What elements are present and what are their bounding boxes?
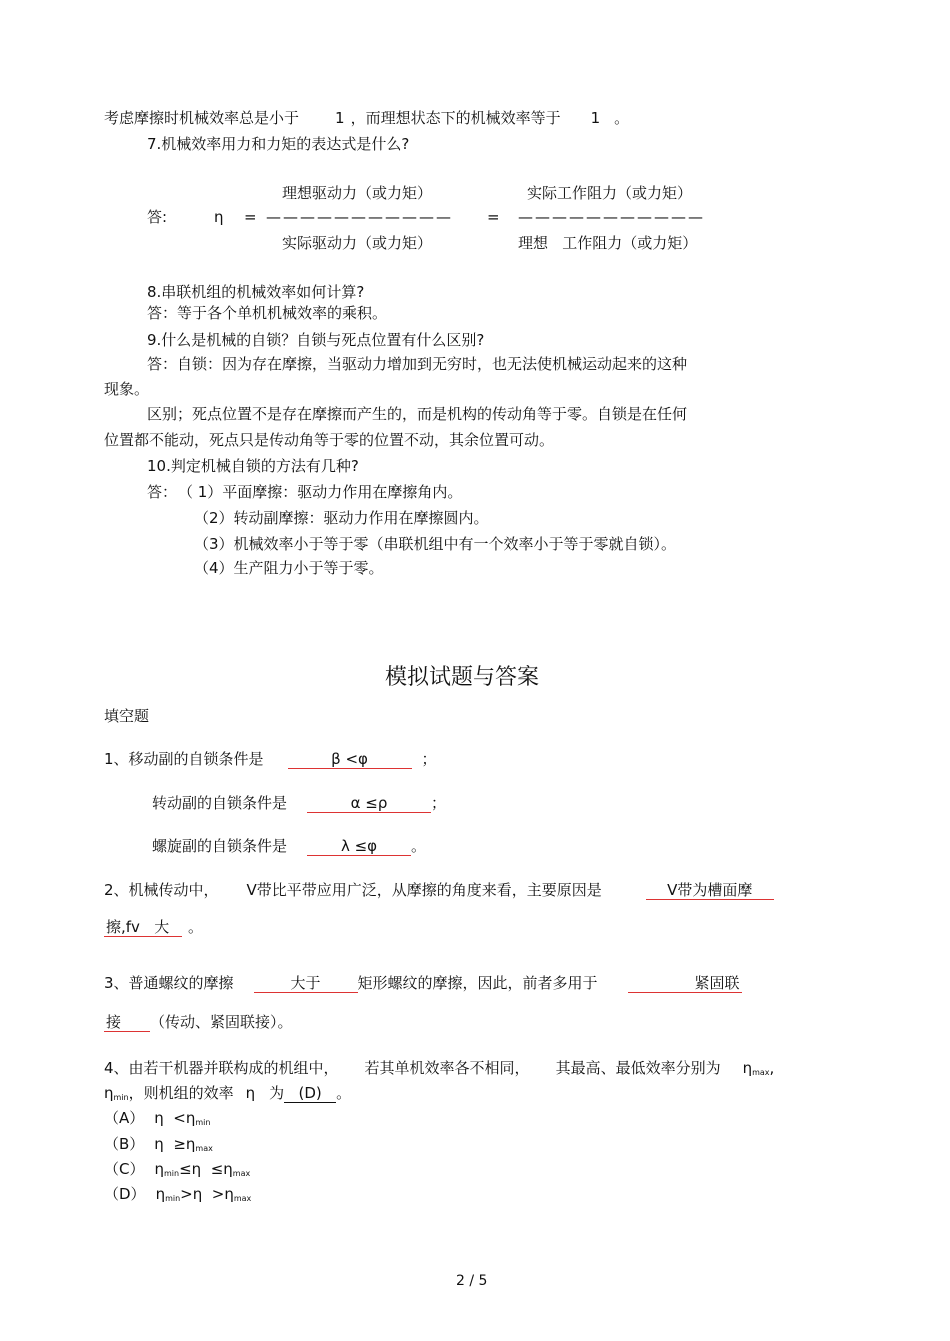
fill-4-wei: 为: [269, 1084, 285, 1102]
fill-3-line-2: [104, 1012, 293, 1032]
fill-4-sub-max: max: [752, 1068, 770, 1077]
fill-4-text-d: ，则机组的效率: [128, 1084, 234, 1102]
fill-3-answer-3: 接: [104, 1013, 150, 1032]
section-subtitle: 填空题: [104, 707, 150, 725]
option-c-text: η: [154, 1160, 164, 1178]
option-c-sub-2: max: [232, 1169, 251, 1178]
question-9: 9.什么是机械的自锁？自锁与死点位置有什么区别?: [147, 331, 485, 349]
fill-1-end-2: ；: [431, 794, 447, 812]
option-d: [104, 1184, 251, 1207]
option-c-text-2: ≤η ≤η: [179, 1160, 233, 1178]
option-d-text: η: [155, 1185, 166, 1203]
fill-4-eta: η: [742, 1059, 753, 1077]
option-c: [104, 1159, 250, 1182]
option-d-text-2: >η >η: [180, 1185, 234, 1203]
option-a: [104, 1108, 210, 1131]
fill-1-prompt-3: 螺旋副的自锁条件是: [152, 837, 288, 855]
fill-4-end: 。: [336, 1084, 352, 1102]
method-item-2: （2）转动副摩擦：驱动力作用在摩擦圆内。: [194, 509, 489, 527]
fill-2-prompt-2: V带比平带应用广泛，从摩擦的角度来看，主要原因是: [246, 881, 602, 899]
fill-4-text-b: 若其单机效率各不相同，: [364, 1059, 530, 1077]
fill-1-answer: β <φ: [288, 750, 412, 769]
formula-denominator-2: 理想 工作阻力（或力矩）: [518, 234, 698, 252]
statement-end: 。: [614, 109, 630, 127]
option-a-text: η <η: [154, 1109, 196, 1127]
option-b: [104, 1134, 213, 1157]
answer-label-7: 答:: [147, 208, 168, 226]
fill-1-prompt: 1、移动副的自锁条件是: [104, 750, 264, 768]
option-a-label: （A）: [104, 1109, 145, 1127]
fill-2-answer-2: 擦,fv 大: [104, 918, 182, 937]
fill-4-answer: (D): [284, 1084, 336, 1103]
option-d-sub: min: [165, 1194, 181, 1203]
fill-4-eta-2: η: [104, 1084, 114, 1102]
fill-2-prompt: 2、机械传动中，: [104, 881, 219, 899]
difference-line-2: 位置都不能动，死点只是传动角等于零的位置不动，其余位置可动。: [104, 431, 555, 449]
fill-1-line-2: [152, 793, 446, 813]
page-number: 2 / 5: [456, 1273, 488, 1289]
fill-3-prompt: 3、普通螺纹的摩擦: [104, 974, 234, 992]
fill-2-answer: V带为槽面摩: [646, 881, 774, 900]
option-b-text: η ≥η: [154, 1135, 196, 1153]
statement-text: 考虑摩擦时机械效率总是小于: [104, 109, 300, 127]
equals-sign-1: =: [244, 208, 257, 226]
value-one-2: 1: [590, 109, 601, 127]
fill-3-end: （传动、紧固联接）。: [150, 1013, 293, 1031]
fill-2-line-2: [104, 917, 203, 937]
efficiency-statement: [104, 108, 629, 128]
fill-3-answer-1: 大于: [254, 974, 358, 993]
fill-1-line-1: [104, 749, 437, 769]
answer-8: 答：等于各个单机机械效率的乘积。: [147, 304, 388, 322]
fraction-bar-2: ———————————: [518, 208, 705, 226]
option-b-sub: max: [195, 1144, 213, 1153]
eta-symbol: η: [214, 208, 224, 226]
equals-sign-2: =: [487, 208, 500, 226]
question-10: 10.判定机械自锁的方法有几种?: [147, 457, 359, 475]
fill-1-end-3: 。: [411, 837, 427, 855]
fill-1-line-3: [152, 836, 426, 856]
option-a-sub: min: [195, 1118, 211, 1127]
answer-label-10: 答：: [147, 483, 178, 501]
question-8: 8.串联机组的机械效率如何计算?: [147, 283, 365, 301]
fill-3-prompt-2: 矩形螺纹的摩擦，因此，前者多用于: [357, 974, 598, 992]
fill-1-answer-3: λ ≤φ: [307, 837, 411, 856]
fill-4-line-1: [104, 1058, 774, 1081]
option-b-label: （B）: [104, 1135, 145, 1153]
value-one: 1: [335, 109, 345, 127]
statement-text-2: ，而理想状态下的机械效率等于: [350, 109, 561, 127]
fill-3-line-1: [104, 973, 742, 993]
option-c-sub: min: [164, 1169, 180, 1178]
option-c-label: （C）: [104, 1160, 145, 1178]
fill-4-text-c: 其最高、最低效率分别为: [555, 1059, 721, 1077]
fill-4-text-a: 4、由若干机器并联构成的机组中，: [104, 1059, 339, 1077]
fill-1-answer-2: α ≤ρ: [307, 794, 431, 813]
answer-9-line-2: 现象。: [104, 380, 150, 398]
fill-4-comma: ,: [769, 1059, 775, 1077]
fill-4-sub-min: min: [113, 1093, 129, 1102]
fill-1-prompt-2: 转动副的自锁条件是: [152, 794, 288, 812]
formula-denominator-1: 实际驱动力（或力矩）: [282, 234, 433, 252]
fill-1-end: ；: [421, 750, 437, 768]
fraction-bar-1: ———————————: [266, 208, 453, 226]
fill-2-end: 。: [188, 918, 204, 936]
fill-4-line-2: [104, 1083, 351, 1106]
difference-line-1: 区别；死点位置不是存在摩擦而产生的，而是机构的传动角等于零。自锁是在任何: [147, 405, 688, 423]
method-item-4: （4）生产阻力小于等于零。: [194, 559, 384, 577]
fill-3-answer-2: 紧固联: [628, 974, 742, 993]
method-item-3: （3）机械效率小于等于零（串联机组中有一个效率小于等于零就自锁）。: [194, 535, 677, 553]
option-d-label: （D）: [104, 1185, 146, 1203]
formula-numerator-1: 理想驱动力（或力矩）: [282, 184, 433, 202]
answer-9-line-1: 答：自锁：因为存在摩擦，当驱动力增加到无穷时，也无法使机械运动起来的这种: [147, 355, 688, 373]
question-7: 7.机械效率用力和力矩的表达式是什么?: [147, 135, 410, 153]
method-item-1: （ 1）平面摩擦：驱动力作用在摩擦角内。: [178, 483, 463, 501]
section-title: 模拟试题与答案: [385, 665, 540, 690]
option-d-sub-2: max: [233, 1194, 252, 1203]
formula-numerator-2: 实际工作阻力（或力矩）: [527, 184, 693, 202]
fill-2-line-1: [104, 880, 774, 900]
fill-4-eta-3: η: [245, 1084, 256, 1102]
